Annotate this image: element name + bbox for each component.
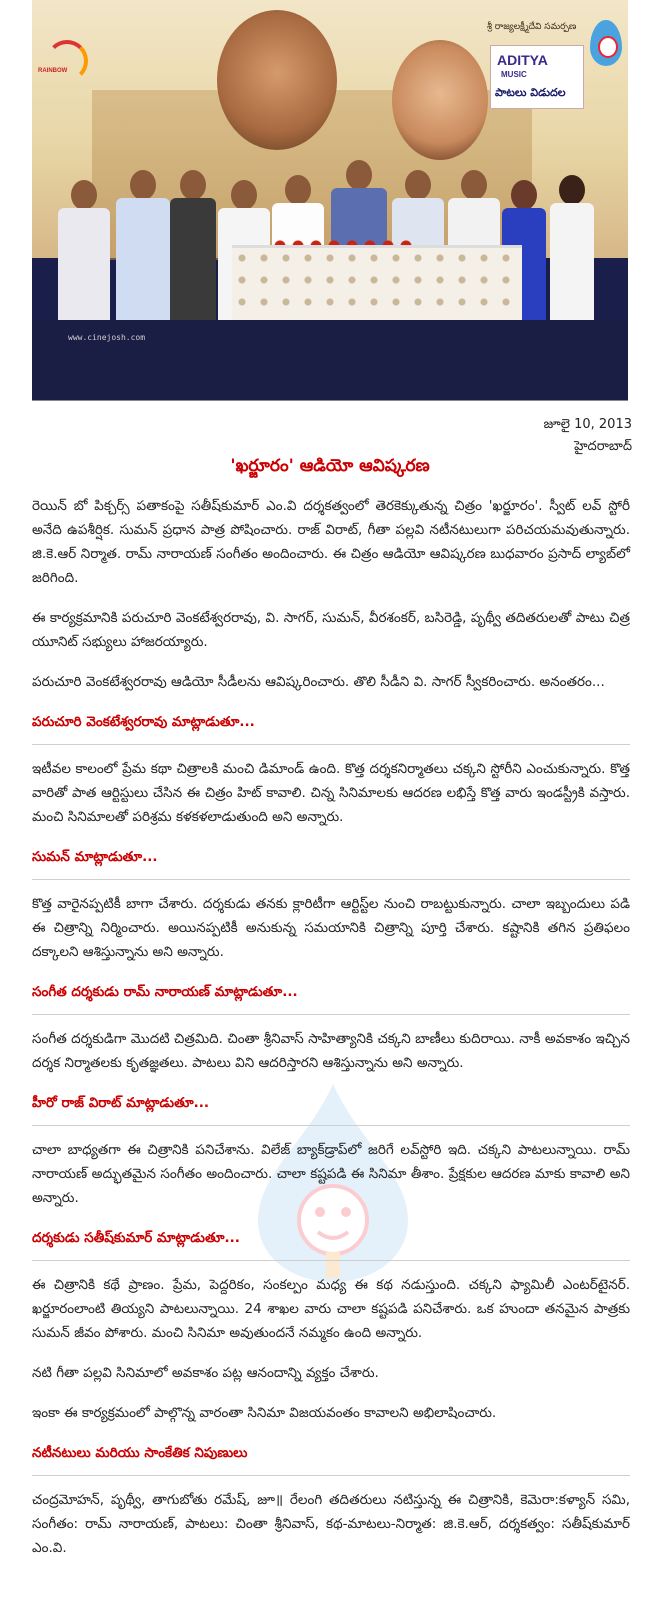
article-paragraph: పరుచూరి వెంకటేశ్వరరావు ఆడియో సీడీలను ఆవిష్కరించారు. తొలి సీడీని వి. సాగర్ స్వీకరించారు. అనంతరం... xyxy=(32,674,605,690)
section-divider xyxy=(32,1125,630,1126)
article-paragraph: ఇటీవల కాలంలో ప్రేమ కథా చిత్రాలకి మంచి డిమాండ్ ఉంది. కొత్త దర్శకనిర్మాతలు చక్కని స్టోరీని ఎంచుకున్నారు. కొత్త వారితో పాత ఆర్టిస్టులు చేసిన ఈ చిత్రం హిట్ కావాలి. చిన్న సినిమాలకు ఆదరణ లభిస్తే కొత్త వారు ఇండస్ట్రీకి వస్తారు. మంచి సినిమాలతో పరిశ్రమ కళకళలాడుతుంది అని అన్నారు. xyxy=(32,761,630,825)
article-title: 'ఖర్జూరం' ఆడియో ఆవిష్కరణ xyxy=(230,456,430,476)
article-paragraph: రెయిన్ బో పిక్చర్స్ పతాకంపై సతీష్‌కుమార్ ఎం.వి దర్శకత్వంలో తెరకెక్కుతున్న చిత్రం 'ఖర్జూరం'. స్వీట్ లవ్ స్టోరీ అనేది ఉపశీర్షిక. సుమన్ ప్రధాన పాత్ర పోషించారు. రాజ్ విరాట్, గీతా పల్లవి నటీనటులుగా పరిచయమవుతున్నారు. జి.కె.ఆర్ నిర్మాత. రామ్ నారాయణ్ సంగీతం అందించారు. ఈ చిత్రం ఆడియో ఆవిష్కరణ బుధవారం ప్రసాద్ ల్యాబ్‌లో జరిగింది. xyxy=(32,498,630,586)
section-heading: పరుచూరి వెంకటేశ్వరరావు మాట్లాడుతూ... xyxy=(32,714,255,730)
guest-figure xyxy=(54,180,114,320)
article-paragraph: చాలా బాధ్యతగా ఈ చిత్రానికి పనిచేశాను. విలేజ్ బ్యాక్‌డ్రాప్‌లో జరిగే లవ్‌స్టోరి ఇది. చక్కని పాటలున్నాయి. రామ్ నారాయణ్ అద్భుతమైన సంగీతం అందించారు. చాలా కష్టపడి ఈ సినిమా తీశాం. ప్రేక్షకుల ఆదరణ మాకు కావాలి అని అన్నారు. xyxy=(32,1142,630,1206)
section-divider xyxy=(32,1014,630,1015)
section-heading: సుమన్ మాట్లాడుతూ... xyxy=(32,849,158,865)
event-photo xyxy=(32,0,628,401)
guest-figure xyxy=(168,170,218,320)
article-paragraph: నటి గీతా పల్లవి సినిమాలో అవకాశం పట్ల ఆనందాన్ని వ్యక్తం చేశారు. xyxy=(32,1365,379,1381)
rainbow-logo-text: RAINBOW xyxy=(38,68,68,74)
stage-floor xyxy=(32,320,628,400)
article-paragraph: ఈ చిత్రానికి కథే ప్రాణం. ప్రేమ, పెద్దరికం, సంకల్పం మధ్య ఈ కథ నడుస్తుంది. చక్కని ఫ్యామిలీ ఎంటర్‌టైనర్. ఖర్జూరంలాంటి తియ్యని పాటలున్నాయి. 24 శాఖల వారు చాలా కష్టపడి పనిచేశారు. ఒక హుందా తనమైన పాత్రకు సుమన్ జీవం పోశారు. మంచి సినిమా అవుతుందనే నమ్మకం ఉంది అన్నారు. xyxy=(32,1277,630,1341)
article-place: హైదరాబాద్ xyxy=(574,439,632,454)
article-paragraph: సంగీత దర్శకుడిగా మొదటి చిత్రమిది. చింతా శ్రీనివాస్ సాహిత్యానికి చక్కని బాణీలు కుదిరాయి. నాకీ అవకాశం ఇచ్చిన దర్శక నిర్మాతలకు కృతజ్ఞతలు. పాటలు విని ఆదరిస్తారని ఆశిస్తున్నాను అని అన్నారు. xyxy=(32,1031,630,1071)
presenter-text: శ్రీ రాజ్యలక్ష్మీదేవి సమర్పణ xyxy=(487,22,577,32)
rainbow-logo xyxy=(38,40,88,78)
photo-watermark: www.cinejosh.com xyxy=(68,333,146,342)
article-paragraph: కొత్త వారైనప్పటికీ బాగా చేశారు. దర్శకుడు తన‌కు క్లారిటీగా ఆర్టిస్ట్‌ల నుంచి రాబట్టుకున్నారు. చాలా ఇబ్బందులు పడి ఈ చిత్రాన్ని నిర్మించారు. అయినప్పటికీ అనుకున్న సమయానికి చిత్రాన్ని పూర్తి చేశారు. కష్టానికి తగిన ప్రతిఫలం దక్కాలని ఆశిస్తున్నాను అని అన్నారు. xyxy=(32,896,630,960)
article-paragraph: ఇంకా ఈ కార్యక్రమంలో పాల్గొన్న వారంతా సినిమా విజయవంతం కావాలని అభిలాషించారు. xyxy=(32,1405,497,1421)
section-divider xyxy=(32,1475,630,1476)
section-heading: హీరో రాజ్ విరాట్ మాట్లాడుతూ... xyxy=(32,1095,210,1111)
guest-figure xyxy=(112,170,174,320)
audio-release-text: పాటలు విడుదల xyxy=(495,86,566,99)
article-paragraph: ఈ కార్యక్రమానికి పరుచూరి వెంకటేశ్వరరావు, వి. సాగర్, సుమన్, వీరశంకర్, బసిరెడ్డి, పృథ్వీ తదితరులతో పాటు చిత్ర యూనిట్ సభ్యులు హాజరయ్యారు. xyxy=(32,610,630,650)
article-date: జూలై 10, 2013 xyxy=(543,417,632,432)
aditya-sub: MUSIC xyxy=(501,70,527,79)
section-heading: సంగీత దర్శకుడు రామ్ నారాయణ్ మాట్లాడుతూ... xyxy=(32,984,298,1000)
section-divider xyxy=(32,744,630,745)
aditya-brand: ADITYA xyxy=(497,52,548,68)
article-paragraph: చంద్రమోహన్, పృథ్వీ, తాగుబోతు రమేష్, జూ॥ రేలంగి తదితరులు నటిస్తున్న ఈ చిత్రానికి, కెమెరా:కళ్యాన్ సమి, సంగీతం: రామ్ నారాయణ్, పాటలు: చింతా శ్రీనివాస్, కథ-మాటలు-నిర్మాత: జి.కె.ఆర్, దర్శకత్వం: సతీష్‌కుమార్ ఎం.వి. xyxy=(32,1492,630,1556)
article-meta xyxy=(544,414,632,458)
section-heading: దర్శకుడు సతీష్‌కుమార్ మాట్లాడుతూ... xyxy=(32,1230,240,1246)
site-logo-face xyxy=(598,36,618,58)
section-divider xyxy=(32,879,630,880)
site-logo-icon xyxy=(584,20,628,78)
section-divider xyxy=(32,1260,630,1261)
aditya-music-logo xyxy=(490,45,584,109)
rainbow-arc-icon xyxy=(46,40,88,82)
article-body xyxy=(32,494,630,1576)
guest-figure xyxy=(548,175,596,320)
section-heading: నటీనటులు మరియు సాంకేతిక నిపుణులు xyxy=(32,1445,248,1461)
